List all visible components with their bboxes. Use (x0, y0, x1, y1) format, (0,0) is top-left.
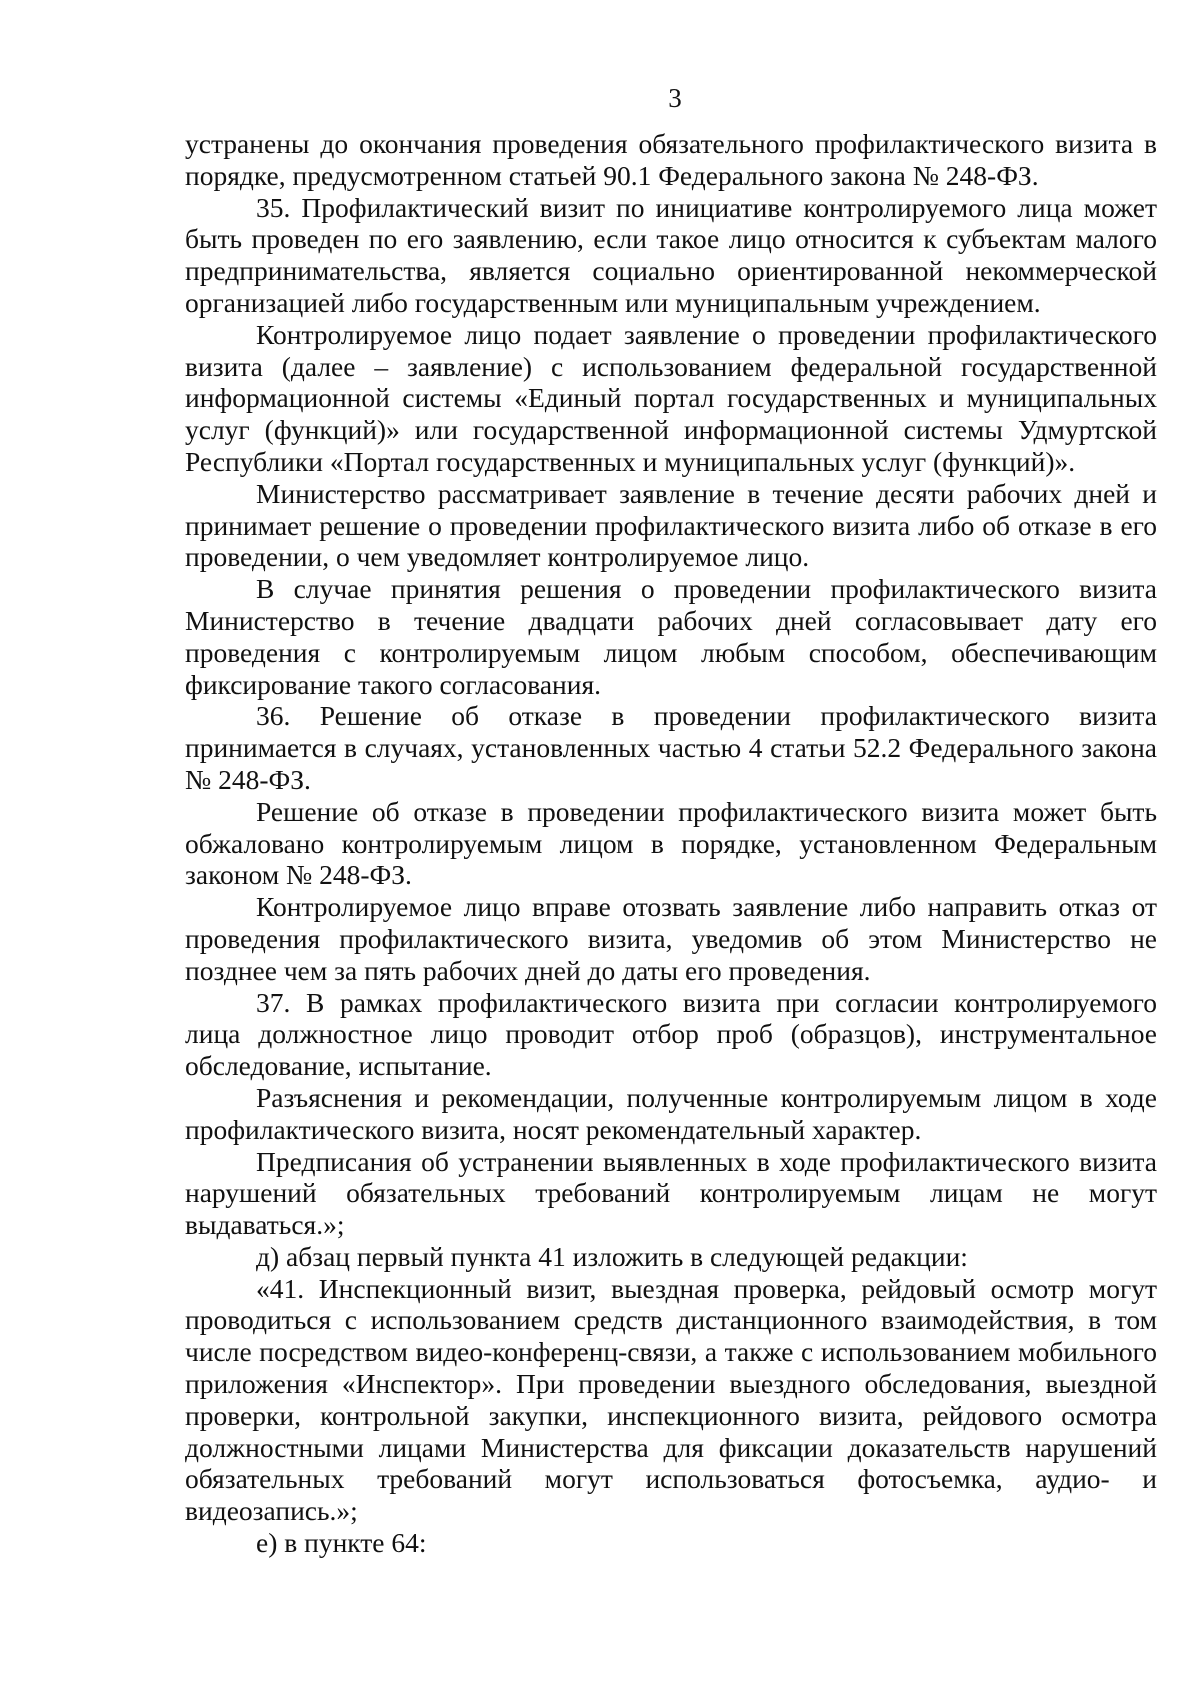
paragraph-item-41: «41. Инспекционный визит, выездная проверка, рейдовый осмотр могут проводиться с использованием средств дистанционного взаимодействия, в том числе посредством видео-конференц-связи, а также с использованием мобильного приложения «Инспектор». При проведении выездного обследования, выездной проверки, контрольной закупки, инспекционного визита, рейдового осмотра должностными лицами Министерства для фиксации доказательств нарушений обязательных требований могут использоваться фотосъемка, аудио- и видеозапись.»; (185, 1272, 1157, 1527)
paragraph-withdrawal: Контролируемое лицо вправе отозвать заявление либо направить отказ от проведения профилактического визита, уведомив об этом Министерство не позднее чем за пять рабочих дней до даты его проведения. (185, 891, 1157, 986)
paragraph-recommendations: Разъяснения и рекомендации, полученные контролируемым лицом в ходе профилактического визита, носят рекомендательный характер. (185, 1081, 1157, 1145)
paragraph-item-36: 36. Решение об отказе в проведении профилактического визита принимается в случаях, установленных частью 4 статьи 52.2 Федерального закона № 248-ФЗ. (185, 700, 1157, 795)
paragraph-date-agreement: В случае принятия решения о проведении профилактического визита Министерство в течение двадцати рабочих дней согласовывает дату его проведения с контролируемым лицом любым способом, обеспечивающим фиксирование такого согласования. (185, 573, 1157, 700)
paragraph-item-37: 37. В рамках профилактического визита при согласии контролируемого лица должностное лицо проводит отбор проб (образцов), инструментальное обследование, испытание. (185, 986, 1157, 1082)
paragraph-subitem-e: е) в пункте 64: (256, 1527, 427, 1559)
document-body (185, 128, 1157, 1559)
paragraph-prescriptions: Предписания об устранении выявленных в ходе профилактического визита нарушений обязательных требований контролируемым лицам не могут выдаваться.»; (185, 1145, 1157, 1241)
paragraph-application-submission: Контролируемое лицо подает заявление о проведении профилактического визита (далее – заявление) с использованием федеральной государственной информационной системы «Единый портал государственных и муниципальных услуг (функций)» или государственной информационной системы Удмуртской Республики «Портал государственных и муниципальных услуг (функций)». (185, 318, 1157, 477)
page-number: 3 (668, 83, 682, 113)
paragraph-subitem-d: д) абзац первый пункта 41 изложить в следующей редакции: (256, 1240, 968, 1272)
paragraph-item-35: 35. Профилактический визит по инициативе контролируемого лица может быть проведен по его заявлению, если такое лицо относится к субъектам малого предпринимательства, является социально ориентированной некоммерческой организацией либо государственным или муниципальным учреждением. (185, 191, 1157, 318)
paragraph-refusal-appeal: Решение об отказе в проведении профилактического визита может быть обжаловано контролируемым лицом в порядке, установленном Федеральным законом № 248-ФЗ. (185, 795, 1157, 891)
paragraph-ministry-review: Министерство рассматривает заявление в течение десяти рабочих дней и принимает решение о проведении профилактического визита либо об отказе в его проведении, о чем уведомляет контролируемое лицо. (185, 477, 1157, 573)
paragraph-continuation: устранены до окончания проведения обязательного профилактического визита в порядке, предусмотренном статьей 90.1 Федерального закона № 248-ФЗ. (185, 128, 1157, 191)
